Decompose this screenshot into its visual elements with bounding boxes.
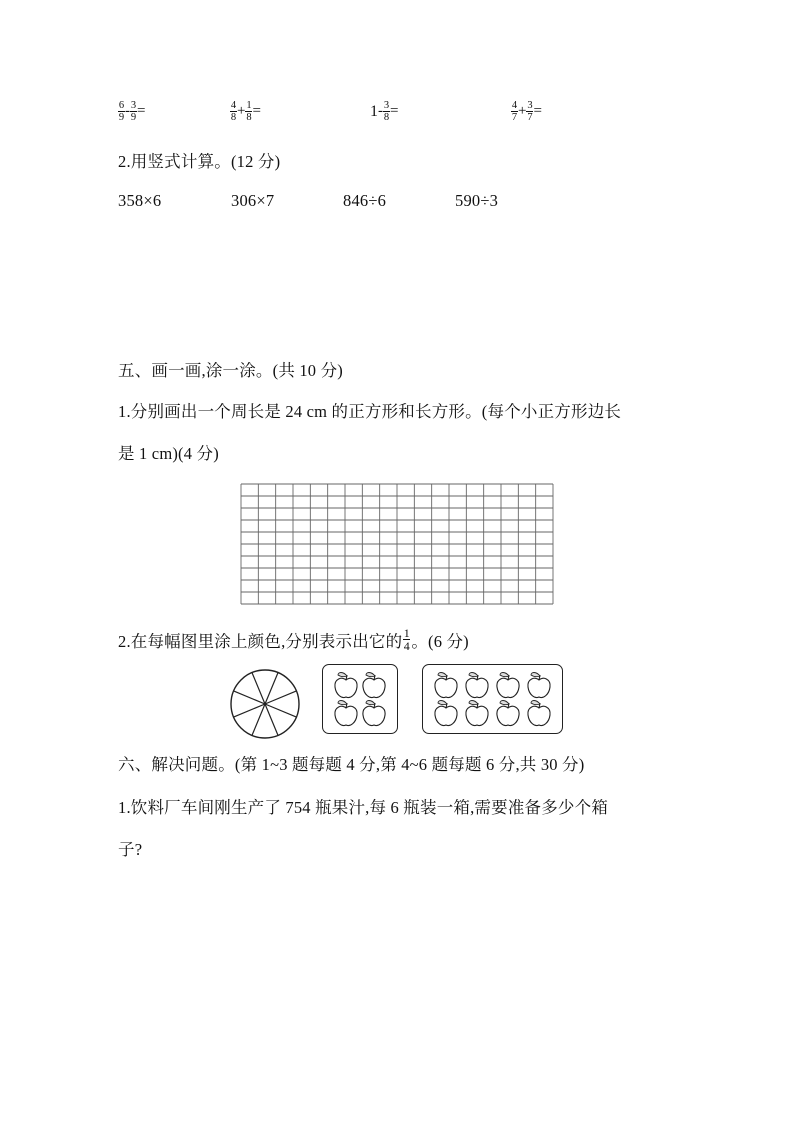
section-6-title: 六、解决问题。(第 1~3 题每题 4 分,第 4~6 题每题 6 分,共 30 分) — [118, 755, 585, 774]
denominator: 7 — [511, 112, 518, 123]
apple-box-8 — [422, 664, 563, 734]
numerator: 4 — [511, 100, 518, 111]
apple-icon — [466, 701, 488, 726]
apple-icon — [528, 673, 550, 698]
apple-icon — [497, 701, 519, 726]
section-5-title: 五、画一画,涂一涂。(共 10 分) — [118, 361, 343, 380]
section-5-question-1-line-1: 1.分别画出一个周长是 24 cm 的正方形和长方形。(每个小正方形边长 — [118, 402, 622, 421]
question-score: 。(6 分) — [411, 631, 469, 651]
fraction-problem-4 — [511, 100, 542, 123]
vertical-calc-3: 846÷6 — [343, 191, 387, 210]
apple-icon — [363, 673, 385, 698]
fraction-problem-3 — [370, 100, 398, 123]
fraction-quarter: $\frac{1}{4}$ — [403, 626, 410, 653]
denominator: 8 — [230, 112, 237, 123]
denominator: 8 — [383, 112, 390, 123]
equals-sign: = — [390, 103, 399, 119]
numerator: 4 — [230, 100, 237, 111]
question-text: 2.在每幅图里涂上颜色,分别表示出它的 — [118, 631, 403, 651]
apple-icon — [435, 701, 457, 726]
operator: - — [125, 103, 130, 119]
denominator: 7 — [527, 112, 533, 123]
equals-sign: = — [137, 103, 146, 119]
operator: - — [378, 103, 383, 119]
apple-icon — [363, 701, 385, 726]
operator: + — [518, 103, 527, 119]
divided-circle — [229, 668, 301, 740]
section-6-question-1-line-1: 1.饮料厂车间刚生产了 754 瓶果汁,每 6 瓶装一箱,需要准备多少个箱 — [118, 798, 609, 817]
denominator: 9 — [118, 112, 125, 123]
vertical-calc-2: 306×7 — [231, 191, 275, 210]
question-2-title: 2.用竖式计算。(12 分) — [118, 152, 281, 171]
numerator: 3 — [130, 100, 137, 111]
fraction-problem-1 — [118, 100, 145, 123]
numerator: 6 — [118, 100, 125, 111]
equals-sign: = — [252, 103, 261, 119]
operator: + — [237, 103, 246, 119]
numerator: 3 — [383, 100, 390, 111]
fraction-problem-2 — [230, 100, 261, 123]
apple-icon — [466, 673, 488, 698]
section-5-question-1-line-2: 是 1 cm)(4 分) — [118, 444, 219, 463]
numerator: 1 — [246, 100, 252, 111]
numerator: 3 — [527, 100, 533, 111]
apple-icon — [335, 673, 357, 698]
apple-icon — [435, 673, 457, 698]
section-5-question-2 — [118, 627, 469, 652]
denominator: 9 — [130, 112, 137, 123]
equals-sign: = — [533, 103, 542, 119]
whole-number: 1 — [370, 102, 378, 120]
vertical-calc-1: 358×6 — [118, 191, 162, 210]
apple-icon — [335, 701, 357, 726]
section-6-question-1-line-2: 子? — [118, 840, 143, 859]
apple-icon — [528, 701, 550, 726]
denominator: 8 — [246, 112, 252, 123]
vertical-calc-4: 590÷3 — [455, 191, 499, 210]
apple-box-4 — [322, 664, 398, 734]
square-grid — [240, 483, 554, 605]
apple-icon — [497, 673, 519, 698]
